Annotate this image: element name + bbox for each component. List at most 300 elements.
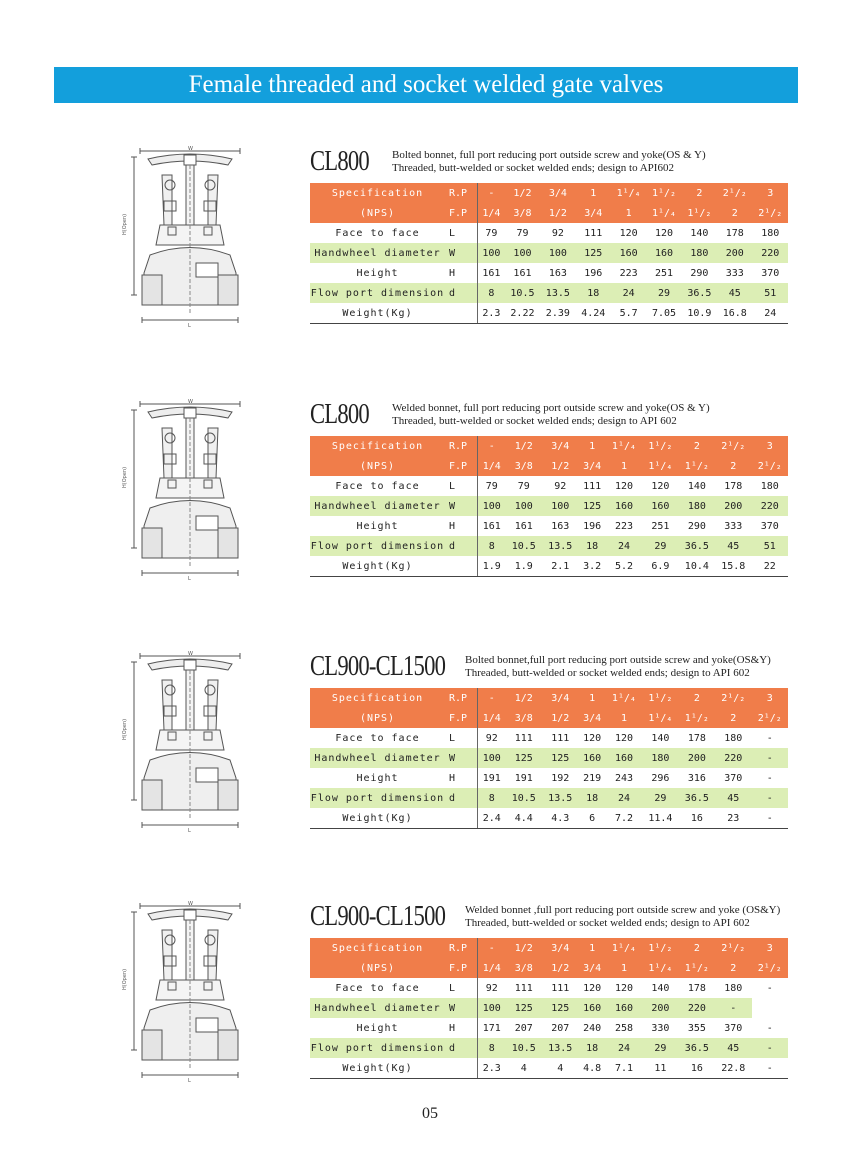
- table-cell: 180: [760, 480, 779, 492]
- fp-size: 1/2: [551, 460, 570, 472]
- row-label: Flow port dimension: [310, 287, 445, 299]
- table-cell: 160: [614, 1002, 633, 1014]
- rp-size: 3/4: [551, 692, 570, 704]
- row-label: Height: [356, 520, 399, 532]
- table-cell: 4.8: [578, 1058, 605, 1079]
- row-code: H: [445, 1018, 478, 1038]
- table-cell: -: [766, 772, 773, 784]
- table-cell: 3.2: [578, 556, 605, 577]
- table-cell: 8: [488, 792, 495, 804]
- reducing-port-row: [310, 183, 788, 203]
- table-cell: 180: [687, 500, 706, 512]
- table-cell: 220: [724, 752, 743, 764]
- table-cell: 160: [619, 247, 638, 259]
- table-cell: 13.5: [548, 1042, 573, 1054]
- rp-size: 3/4: [551, 440, 570, 452]
- table-cell: 178: [725, 227, 744, 239]
- rp-size: 1/2: [514, 440, 533, 452]
- table-cell: 6.9: [642, 556, 678, 577]
- table-cell: 220: [760, 500, 779, 512]
- fp-code: F.P: [445, 708, 478, 728]
- fp-size: 1/4: [482, 207, 501, 219]
- fp-size: 1/4: [482, 962, 501, 974]
- table-cell: 8: [488, 540, 495, 552]
- row-code: H: [445, 263, 478, 283]
- rp-size: 1¹/₂: [648, 692, 673, 704]
- fp-size: 1¹/₄: [648, 712, 673, 724]
- fp-code: F.P: [445, 958, 478, 978]
- table-cell: 7.05: [646, 303, 681, 324]
- valve-section: [0, 650, 860, 880]
- table-cell: 125: [583, 500, 602, 512]
- table-cell: 11: [642, 1058, 678, 1079]
- table-cell: 171: [482, 1022, 501, 1034]
- row-code: [445, 808, 478, 829]
- table-cell: 296: [651, 772, 670, 784]
- row-code: [445, 556, 478, 577]
- table-row: [310, 556, 788, 577]
- table-row: [310, 303, 788, 324]
- table-cell: 196: [584, 267, 603, 279]
- fp-size: 2: [730, 460, 737, 472]
- table-cell: 36.5: [687, 287, 712, 299]
- table-row: [310, 768, 788, 788]
- fp-size: 1/2: [551, 962, 570, 974]
- table-cell: 92: [485, 982, 498, 994]
- fp-size: 1¹/₄: [648, 460, 673, 472]
- table-cell: 290: [690, 267, 709, 279]
- rp-size: 2: [693, 942, 700, 954]
- table-cell: 160: [583, 1002, 602, 1014]
- row-label: Face to face: [335, 732, 420, 744]
- table-cell: 207: [514, 1022, 533, 1034]
- table-cell: 4: [542, 1058, 578, 1079]
- bonnet-description: Welded bonnet ,full port reducing port outside screw and yoke (OS&Y): [465, 904, 781, 916]
- table-cell: 200: [651, 1002, 670, 1014]
- rp-size: 2¹/₂: [721, 692, 746, 704]
- table-cell: 120: [583, 982, 602, 994]
- table-cell: 2.22: [505, 303, 540, 324]
- table-cell: 290: [687, 520, 706, 532]
- svg-text:L: L: [188, 1078, 191, 1084]
- table-cell: 11.4: [642, 808, 678, 829]
- table-cell: 24: [753, 303, 789, 324]
- table-row: [310, 263, 788, 283]
- fp-size: 1¹/₂: [684, 712, 709, 724]
- table-cell: 355: [687, 1022, 706, 1034]
- table-cell: 251: [651, 520, 670, 532]
- model-name: CL800: [310, 398, 369, 430]
- table-cell: 220: [761, 247, 780, 259]
- rp-code: R.P: [445, 436, 478, 456]
- valve-drawing: [120, 650, 250, 850]
- fp-size: 3/8: [513, 207, 532, 219]
- spec-label: Specification: [331, 692, 424, 704]
- table-cell: 251: [654, 267, 674, 279]
- table-cell: 18: [586, 540, 599, 552]
- fp-size: 1¹/₄: [651, 207, 677, 219]
- table-cell: 120: [654, 227, 674, 239]
- table-row: [310, 243, 788, 263]
- svg-text:W: W: [188, 901, 193, 907]
- table-cell: 140: [651, 982, 670, 994]
- table-cell: 7.1: [606, 1058, 642, 1079]
- bonnet-description: Bolted bonnet,full port reducing port outside screw and yoke(OS&Y): [465, 654, 771, 666]
- table-cell: 1.9: [478, 556, 506, 577]
- rp-size: 3/4: [548, 187, 567, 199]
- rp-size: 1¹/₂: [651, 187, 677, 199]
- table-cell: 161: [482, 267, 501, 279]
- rp-size: -: [488, 692, 495, 704]
- table-cell: 111: [584, 227, 603, 239]
- table-cell: 100: [551, 500, 570, 512]
- row-code: L: [445, 978, 478, 998]
- fp-size: 3/4: [584, 207, 603, 219]
- table-cell: 29: [654, 792, 667, 804]
- table-cell: 13.5: [548, 792, 573, 804]
- table-row: [310, 223, 788, 243]
- table-cell: 100: [513, 247, 532, 259]
- row-label: Height: [356, 267, 399, 279]
- table-cell: 45: [728, 287, 741, 299]
- table-cell: 163: [551, 520, 570, 532]
- table-cell: 258: [614, 1022, 633, 1034]
- table-cell: -: [730, 1002, 737, 1014]
- table-cell: 161: [513, 267, 532, 279]
- reducing-port-row: [310, 938, 788, 958]
- table-cell: 29: [654, 1042, 667, 1054]
- table-cell: 370: [724, 1022, 743, 1034]
- nps-label: (NPS): [359, 460, 396, 472]
- table-cell: 223: [614, 520, 633, 532]
- table-cell: 180: [724, 982, 743, 994]
- svg-text:L: L: [188, 828, 191, 834]
- table-cell: 36.5: [684, 1042, 709, 1054]
- table-cell: 7.2: [606, 808, 642, 829]
- rp-size: 1¹/₂: [648, 440, 673, 452]
- fp-size: 1¹/₂: [684, 460, 709, 472]
- row-code: W: [445, 998, 478, 1018]
- table-cell: 370: [760, 520, 779, 532]
- table-cell: 16: [679, 808, 715, 829]
- table-row: [310, 978, 788, 998]
- ends-description: Threaded, butt-welded or socket welded ends; design to API602: [392, 162, 674, 174]
- table-cell: 178: [724, 480, 743, 492]
- fp-size: 3/4: [583, 962, 602, 974]
- table-cell: 333: [724, 520, 743, 532]
- row-code: d: [445, 283, 478, 303]
- rp-size: 2¹/₂: [722, 187, 747, 199]
- table-cell: -: [766, 792, 773, 804]
- table-cell: 140: [651, 732, 670, 744]
- table-row: [310, 536, 788, 556]
- rp-size: 1¹/₄: [611, 440, 637, 452]
- rp-size: -: [488, 942, 495, 954]
- row-label: Flow port dimension: [310, 540, 445, 552]
- fp-size: 3/8: [514, 962, 533, 974]
- table-row: [310, 788, 788, 808]
- table-cell: 2.3: [478, 1058, 506, 1079]
- table-row: [310, 1058, 788, 1079]
- table-cell: 100: [514, 500, 533, 512]
- table-cell: 10.5: [511, 792, 536, 804]
- svg-text:H(Open): H(Open): [122, 968, 128, 990]
- table-cell: 125: [584, 247, 603, 259]
- row-code: d: [445, 788, 478, 808]
- page-title-banner: [54, 67, 798, 103]
- table-cell: 18: [586, 1042, 599, 1054]
- table-cell: 10.9: [682, 303, 717, 324]
- rp-size: 3: [766, 942, 773, 954]
- nps-label: (NPS): [359, 962, 396, 974]
- rp-size: 1¹/₄: [616, 187, 641, 199]
- table-cell: 180: [761, 227, 780, 239]
- table-cell: 178: [687, 732, 706, 744]
- rp-size: 1/2: [514, 692, 533, 704]
- table-cell: 100: [548, 247, 567, 259]
- spec-table: [310, 688, 788, 829]
- table-cell: 36.5: [684, 540, 709, 552]
- table-cell: 243: [614, 772, 633, 784]
- fp-size: 2¹/₂: [757, 460, 782, 472]
- row-label: Face to face: [335, 227, 420, 239]
- model-name: CL900-CL1500: [310, 900, 446, 932]
- fp-code: F.P: [445, 203, 478, 223]
- row-code: L: [445, 728, 478, 748]
- fp-size: 2: [730, 712, 737, 724]
- table-cell: 8: [488, 287, 495, 299]
- table-cell: 180: [690, 247, 709, 259]
- table-cell: 100: [482, 247, 501, 259]
- table-cell: 2.4: [478, 808, 506, 829]
- table-cell: 125: [514, 1002, 533, 1014]
- row-label: Handwheel diameter: [314, 247, 441, 259]
- table-cell: 18: [586, 792, 599, 804]
- fp-size: 2: [730, 962, 737, 974]
- table-row: [310, 1018, 788, 1038]
- rp-code: R.P: [445, 688, 478, 708]
- table-cell: 10.5: [511, 1042, 536, 1054]
- table-cell: 16: [679, 1058, 715, 1079]
- table-cell: 4.3: [542, 808, 578, 829]
- full-port-row: [310, 456, 788, 476]
- rp-size: 2¹/₂: [721, 942, 746, 954]
- valve-section: [0, 900, 860, 1130]
- row-label: Handwheel diameter: [314, 1002, 441, 1014]
- model-name: CL800: [310, 145, 369, 177]
- table-cell: 370: [724, 772, 743, 784]
- table-cell: 22: [752, 556, 789, 577]
- table-cell: -: [766, 752, 773, 764]
- table-cell: 24: [617, 1042, 630, 1054]
- table-cell: 18: [587, 287, 600, 299]
- table-cell: 160: [614, 500, 633, 512]
- reducing-port-row: [310, 436, 788, 456]
- table-cell: 240: [583, 1022, 602, 1034]
- table-cell: 2.39: [540, 303, 575, 324]
- rp-size: 1: [589, 440, 596, 452]
- table-cell: 16.8: [717, 303, 752, 324]
- table-cell: 140: [687, 480, 706, 492]
- spec-table: [310, 436, 788, 577]
- table-cell: 10.5: [510, 287, 535, 299]
- table-cell: 330: [651, 1022, 670, 1034]
- table-cell: 111: [551, 732, 570, 744]
- row-code: d: [445, 536, 478, 556]
- table-cell: 223: [619, 267, 638, 279]
- fp-size: 2¹/₂: [757, 962, 782, 974]
- row-label: Height: [356, 1022, 399, 1034]
- row-label: Face to face: [335, 982, 420, 994]
- table-cell: 79: [485, 480, 498, 492]
- svg-text:L: L: [188, 576, 191, 582]
- table-cell: 2.3: [478, 303, 505, 324]
- table-cell: 45: [727, 1042, 740, 1054]
- table-cell: 79: [517, 480, 530, 492]
- row-code: W: [445, 243, 478, 263]
- spec-table: [310, 938, 788, 1079]
- rp-size: -: [488, 440, 495, 452]
- rp-size: 1: [590, 187, 597, 199]
- full-port-row: [310, 708, 788, 728]
- table-cell: 111: [583, 480, 602, 492]
- fp-size: 1: [620, 460, 627, 472]
- table-cell: 120: [583, 732, 602, 744]
- fp-size: 1¹/₂: [687, 207, 712, 219]
- table-cell: 125: [514, 752, 533, 764]
- table-cell: -: [766, 732, 773, 744]
- fp-size: 3/4: [583, 460, 602, 472]
- rp-size: 3: [767, 187, 774, 199]
- table-cell: 163: [548, 267, 567, 279]
- rp-size: 1¹/₂: [648, 942, 673, 954]
- row-code: [445, 1058, 478, 1079]
- table-cell: 161: [514, 520, 533, 532]
- bonnet-description: Welded bonnet, full port reducing port outside screw and yoke(OS & Y): [392, 402, 710, 414]
- row-code: H: [445, 516, 478, 536]
- row-code: L: [445, 223, 478, 243]
- table-row: [310, 496, 788, 516]
- table-cell: 111: [551, 982, 570, 994]
- rp-size: 2: [696, 187, 703, 199]
- table-cell: 111: [514, 982, 533, 994]
- fp-size: 3/4: [583, 712, 602, 724]
- table-cell: 29: [658, 287, 671, 299]
- fp-size: 1/2: [548, 207, 567, 219]
- row-label: Weight(Kg): [310, 556, 445, 577]
- table-cell: 333: [725, 267, 744, 279]
- spec-table: [310, 183, 788, 324]
- table-cell: 100: [482, 752, 501, 764]
- fp-size: 3/8: [514, 460, 533, 472]
- table-cell: 22.8: [715, 1058, 751, 1079]
- table-cell: 45: [727, 792, 740, 804]
- table-cell: 180: [724, 732, 743, 744]
- table-cell: -: [752, 1058, 789, 1079]
- table-cell: 160: [654, 247, 674, 259]
- table-row: [310, 728, 788, 748]
- row-label: Weight(Kg): [310, 303, 445, 324]
- table-cell: 191: [482, 772, 501, 784]
- table-cell: 79: [485, 227, 498, 239]
- table-cell: 29: [654, 540, 667, 552]
- rp-size: 2: [693, 440, 700, 452]
- rp-size: -: [488, 187, 495, 199]
- table-cell: 191: [514, 772, 533, 784]
- spec-label: Specification: [331, 440, 424, 452]
- fp-size: 1: [620, 962, 627, 974]
- svg-text:W: W: [188, 146, 193, 152]
- table-cell: 161: [482, 520, 501, 532]
- rp-size: 1: [589, 692, 596, 704]
- ends-description: Threaded, butt-welded or socket welded ends; design to API 602: [465, 917, 750, 929]
- table-cell: 220: [687, 1002, 706, 1014]
- table-cell: 120: [614, 982, 633, 994]
- row-label: Height: [356, 772, 399, 784]
- table-row: [310, 1038, 788, 1058]
- full-port-row: [310, 958, 788, 978]
- table-cell: 15.8: [715, 556, 751, 577]
- table-cell: 6: [578, 808, 605, 829]
- table-cell: 160: [614, 752, 633, 764]
- table-cell: 120: [614, 732, 633, 744]
- fp-size: 1: [625, 207, 632, 219]
- row-label: Flow port dimension: [310, 1042, 445, 1054]
- table-row: [310, 476, 788, 496]
- rp-code: R.P: [445, 183, 478, 203]
- fp-size: 2¹/₂: [757, 712, 782, 724]
- row-label: Face to face: [335, 480, 420, 492]
- table-cell: 4.4: [506, 808, 542, 829]
- row-code: W: [445, 496, 478, 516]
- fp-size: 1/4: [482, 460, 501, 472]
- row-label: Handwheel diameter: [314, 500, 441, 512]
- table-cell: 100: [482, 500, 501, 512]
- svg-text:L: L: [188, 323, 191, 329]
- table-cell: 200: [724, 500, 743, 512]
- model-name: CL900-CL1500: [310, 650, 446, 682]
- table-cell: 24: [622, 287, 635, 299]
- reducing-port-row: [310, 688, 788, 708]
- valve-drawing: [120, 145, 250, 345]
- table-cell: 316: [687, 772, 706, 784]
- bonnet-description: Bolted bonnet, full port reducing port outside screw and yoke(OS & Y): [392, 149, 706, 161]
- table-cell: 24: [617, 792, 630, 804]
- rp-size: 1¹/₄: [611, 942, 637, 954]
- row-code: L: [445, 476, 478, 496]
- table-cell: 180: [651, 752, 670, 764]
- svg-text:W: W: [188, 651, 193, 657]
- rp-size: 3: [766, 440, 773, 452]
- table-cell: 92: [485, 732, 498, 744]
- fp-code: F.P: [445, 456, 478, 476]
- fp-size: 1: [620, 712, 627, 724]
- rp-size: 3/4: [551, 942, 570, 954]
- table-cell: 140: [690, 227, 709, 239]
- table-cell: 5.7: [611, 303, 646, 324]
- rp-size: 1: [589, 942, 596, 954]
- rp-code: R.P: [445, 938, 478, 958]
- table-row: [310, 283, 788, 303]
- fp-size: 1/2: [551, 712, 570, 724]
- valve-drawing: [120, 900, 250, 1100]
- rp-size: 1/2: [514, 942, 533, 954]
- row-label: Weight(Kg): [310, 1058, 445, 1079]
- fp-size: 3/8: [514, 712, 533, 724]
- rp-size: 3: [766, 692, 773, 704]
- row-code: W: [445, 748, 478, 768]
- table-cell: 13.5: [548, 540, 573, 552]
